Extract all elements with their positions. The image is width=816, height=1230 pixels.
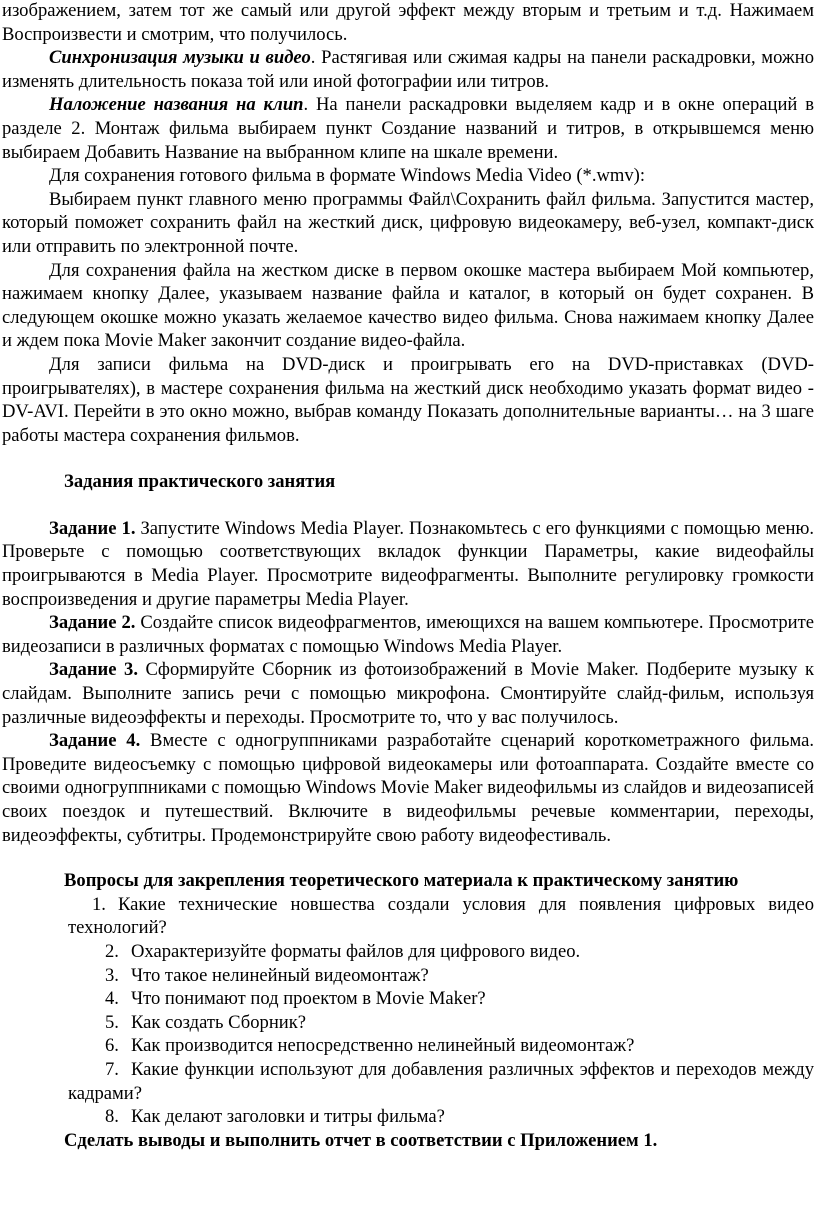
- question-number: 7.: [105, 1058, 119, 1080]
- question-text: Охарактеризуйте форматы файлов для цифрового видео.: [131, 940, 581, 962]
- question-item: [2, 1058, 814, 1105]
- sync-music-text: . Растягивая или сжимая кадры на панели раскадровки, можно изменять длительность показа той или иной фотографии или титров.: [2, 47, 814, 92]
- question-item: [2, 893, 814, 940]
- task-label: Задание 2.: [49, 612, 136, 634]
- task-item: [2, 611, 814, 658]
- question-item: [2, 987, 814, 1011]
- task-item: [2, 658, 814, 729]
- question-number: 1.: [92, 893, 106, 915]
- question-text: Какие технические новшества создали условия для появления цифровых видео технологий?: [68, 893, 814, 939]
- question-number: 3.: [105, 964, 119, 986]
- task-text: Сформируйте Сборник из фотоизображений в Movie Maker. Подберите музыку к слайдам. Выполните запись речи с помощью микрофона. Смонтируйте слайд-фильм, используя различные видеоэффекты и переходы. Просмотрите то, что у вас получилось.: [2, 659, 814, 728]
- question-number: 2.: [105, 940, 119, 962]
- document-page: [2, 0, 814, 1152]
- task-text: Запустите Windows Media Player. Познакомьтесь с его функциями с помощью меню. Проверьте с помощью соответствующих вкладок функции Параметры, какие видеофайлы проигрываются в Media Player. Просмотрите видеофрагменты. Выполните регулировку громкости воспроизведения и другие параметры Media Player.: [2, 517, 814, 610]
- task-label: Задание 4.: [49, 730, 141, 752]
- task-text: Создайте список видеофрагментов, имеющихся на вашем компьютере. Просмотрите видеозаписи в различных форматах с помощью Windows Media Player.: [2, 612, 814, 657]
- paragraph-save-hdd: Для сохранения файла на жестком диске в первом окошке мастера выбираем Мой компьютер, нажимаем кнопку Далее, указываем название файла и каталог, в который он будет сохранен. В следующем окошке можно указать желаемое качество видео фильма. Снова нажимаем кнопку Далее и ждем пока Movie Maker закончит создание видео-файла.: [2, 259, 814, 352]
- task-text: Вместе с одногруппниками разработайте сценарий короткометражного фильма. Проведите видеосъемку с помощью цифровой видеокамеры или фотоаппарата. Создайте вместе со своими одногруппниками с помощью Windows Movie Maker видеофильмы из слайдов и видеозаписей своих поездок и путешествий. Включите в видеофильмы речевые комментарии, переходы, видеоэффекты, субтитры. Продемонстрируйте свою работу видеофестиваль.: [2, 730, 814, 846]
- task-item: [2, 729, 814, 847]
- paragraph-save-wmv: Для сохранения готового фильма в формате Windows Media Video (*.wmv):: [49, 165, 646, 187]
- question-number: 8.: [105, 1106, 119, 1128]
- question-item: [2, 1105, 814, 1129]
- title-overlay-title: Наложение названия на клип: [49, 94, 304, 116]
- question-text: Что такое нелинейный видеомонтаж?: [131, 964, 429, 986]
- questions-heading: Вопросы для закрепления теоретического материала к практическому занятию: [64, 870, 739, 892]
- question-text: Как делают заголовки и титры фильма?: [131, 1106, 445, 1128]
- task-label: Задание 3.: [49, 659, 138, 681]
- paragraph-save-menu: Выбираем пункт главного меню программы Файл\Сохранить файл фильма. Запустится мастер, который поможет сохранить файл на жесткий диск, цифровую видеокамеру, веб-узел, компакт-диск или отправить по электронной почте.: [2, 188, 814, 257]
- question-number: 4.: [105, 988, 119, 1010]
- task-label: Задание 1.: [49, 517, 136, 539]
- paragraph-sync-music: [2, 46, 814, 93]
- question-item: [2, 940, 814, 964]
- question-text: Что понимают под проектом в Movie Maker?: [131, 988, 486, 1010]
- question-item: [2, 1011, 814, 1035]
- task-item: [2, 517, 814, 611]
- sync-music-title: Синхронизация музыки и видео: [49, 47, 311, 69]
- paragraph-title-overlay: [2, 93, 814, 164]
- question-text: Как создать Сборник?: [131, 1011, 307, 1033]
- question-text: Какие функции используют для добавления различных эффектов и переходов между кадрами?: [68, 1058, 814, 1104]
- question-item: [2, 964, 814, 988]
- question-text: Как производится непосредственно нелинейный видеомонтаж?: [131, 1035, 635, 1057]
- paragraph-continuation: изображением, затем тот же самый или другой эффект между вторым и третьим и т.д. Нажимаем Воспроизвести и смотрим, что получилось.: [2, 0, 814, 45]
- tasks-heading: Задания практического занятия: [64, 471, 336, 493]
- questions-list: [2, 893, 814, 1129]
- conclusion-instruction: Сделать выводы и выполнить отчет в соответствии с Приложением 1.: [64, 1129, 658, 1151]
- paragraph-save-dvd: Для записи фильма на DVD-диск и проигрывать его на DVD-приставках (DVD-проигрывателях), в мастере сохранения фильма на жесткий диск необходимо указать формат видео - DV-AVI. Перейти в это окно можно, выбрав команду Показать дополнительные варианты… на 3 шаге работы мастера сохранения фильмов.: [2, 353, 814, 446]
- title-overlay-text: . На панели раскадровки выделяем кадр и в окне операций в разделе 2. Монтаж фильма выбираем пункт Создание названий и титров, в открывшемся меню выбираем Добавить Название на выбранном клипе на шкале времени.: [2, 94, 814, 163]
- question-number: 6.: [105, 1035, 119, 1057]
- question-number: 5.: [105, 1011, 119, 1033]
- question-item: [2, 1034, 814, 1058]
